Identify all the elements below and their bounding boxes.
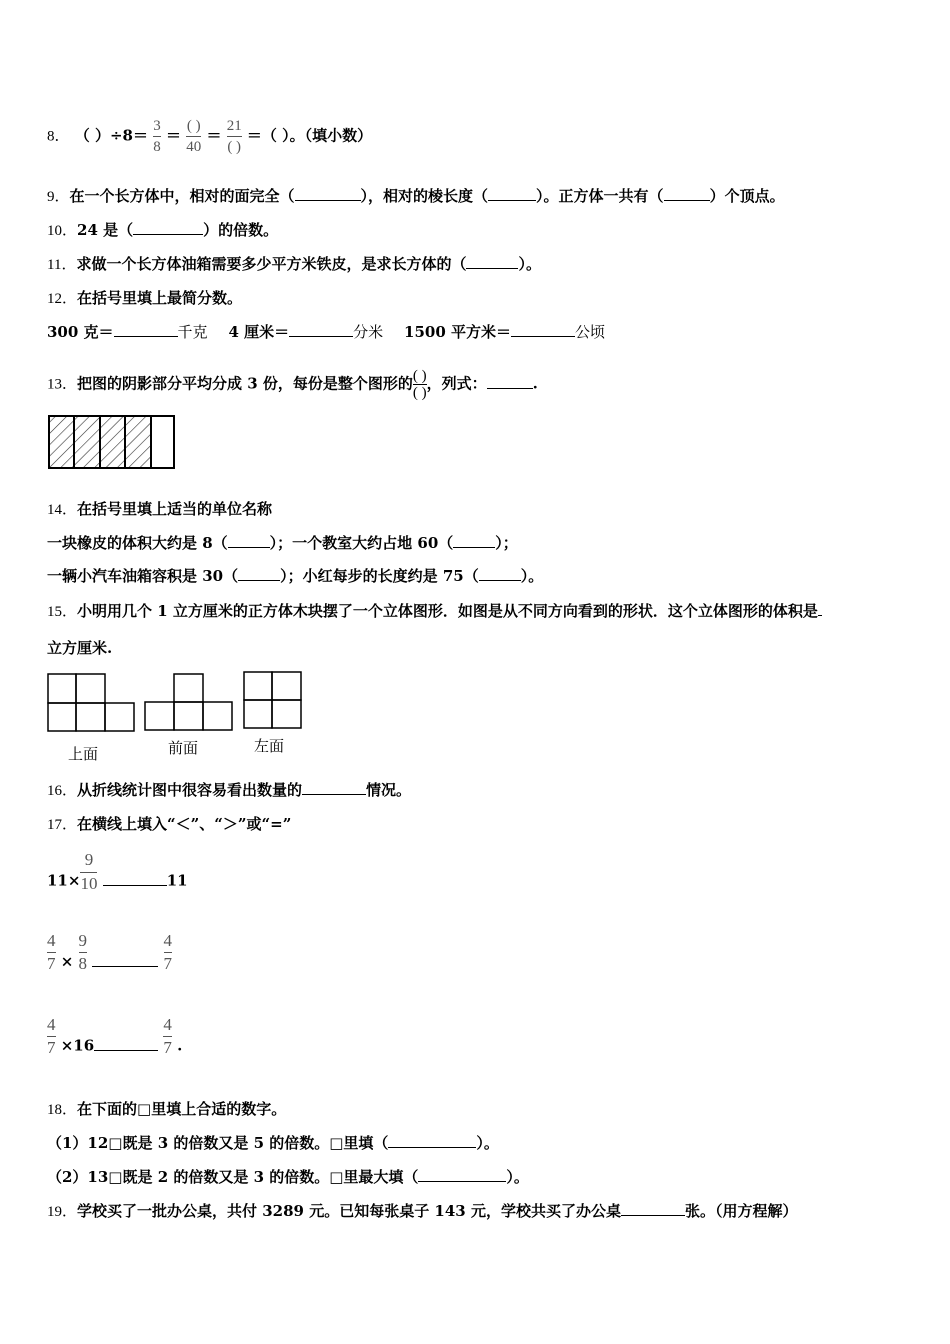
q8-part1: （ ）÷8＝: [74, 126, 148, 145]
question-19: 19．学校买了一批办公桌，共付 3289 元。已知每张桌子 143 元，学校共买了办公桌 张。（用方程解）: [47, 1202, 798, 1220]
three-views-figure: [46, 670, 306, 734]
answer-blank[interactable]: [133, 220, 203, 235]
question-12: 12．在括号里填上最简分数。: [47, 289, 243, 307]
question-14: 14．在括号里填上适当的单位名称: [47, 500, 273, 518]
fraction: $\frac{3}{8}$: [153, 118, 161, 155]
question-14-line2: 一辆小汽车油箱容积是 30（ ）；小红每步的长度约是 75（ ）。: [47, 567, 544, 585]
answer-blank[interactable]: [621, 1201, 685, 1216]
answer-blank[interactable]: [479, 566, 521, 581]
answer-blank[interactable]: [302, 780, 366, 795]
answer-blank[interactable]: [238, 566, 280, 581]
answer-blank[interactable]: [92, 952, 158, 967]
answer-blank[interactable]: [511, 322, 575, 337]
question-12-items: 300 克＝ 千克 4 厘米＝ 分米 1500 平方米＝ 公顷: [47, 323, 606, 341]
fraction: $\frac{( )}{( )}$: [412, 368, 427, 401]
answer-blank[interactable]: [664, 186, 710, 201]
question-18-line2: （2）13□既是 2 的倍数又是 3 的倍数。□里最大填（ ）。: [47, 1168, 529, 1186]
view-label-top: 上面: [68, 745, 99, 763]
question-17-row2: $\frac{4}{7}$ × $\frac{9}{8}$ $\frac{4}{7}$: [47, 931, 173, 973]
view-label-front: 前面: [168, 739, 199, 757]
fraction: $\frac{4}{7}$: [163, 1015, 172, 1057]
question-8: 8． （ ）÷8＝ $\frac{3}{8}$ ＝ $\frac{( )}{40}$ ＝ $\frac{21}{( )}$ ＝（ ）。（填小数）: [47, 118, 373, 155]
fraction: $\frac{21}{( )}$: [226, 118, 242, 155]
question-number: 8．: [47, 128, 70, 145]
question-11: 11．求做一个长方体油箱需要多少平方米铁皮，是求长方体的（ ）。: [47, 255, 541, 273]
answer-blank[interactable]: [295, 186, 361, 201]
question-17-row3: $\frac{4}{7}$ ×16 $\frac{4}{7}$ .: [47, 1015, 183, 1057]
answer-blank[interactable]: [94, 1036, 158, 1051]
question-18: 18．在下面的□里填上合适的数字。: [47, 1100, 287, 1118]
question-16: 16．从折线统计图中很容易看出数量的 情况。: [47, 781, 412, 799]
shaded-rectangle-figure: [47, 413, 177, 471]
question-13: 13．把图的阴影部分平均分成 3 份，每份是整个图形的 $\frac{( )}{( )}$ ，列式： .: [47, 368, 538, 401]
answer-blank[interactable]: [466, 254, 518, 269]
answer-blank[interactable]: [418, 1167, 506, 1182]
answer-blank[interactable]: [289, 322, 353, 337]
answer-blank[interactable]: [487, 374, 533, 389]
question-14-line1: 一块橡皮的体积大约是 8（ ）；一个教室大约占地 60（ ）；: [47, 534, 518, 552]
question-10: 10．24 是（ ）的倍数。: [47, 221, 279, 239]
fraction: $\frac{4}{7}$: [47, 931, 56, 973]
fraction: $\frac{( )}{40}$: [186, 118, 202, 155]
view-label-left: 左面: [254, 737, 285, 755]
answer-blank[interactable]: [103, 871, 167, 886]
question-15: 15．小明用几个 1 立方厘米的正方体木块摆了一个立体图形．如图是从不同方向看到的形状．这个立体图形的体积是: [47, 601, 822, 622]
question-17: 17．在横线上填入“＜”、“＞”或“=”: [47, 815, 292, 833]
question-17-row1: 11× $\frac{9}{10}$ 11: [47, 850, 188, 893]
fraction: $\frac{9}{8}$: [78, 931, 88, 973]
answer-blank[interactable]: [818, 601, 822, 616]
answer-blank[interactable]: [453, 533, 495, 548]
question-18-line1: （1）12□既是 3 的倍数又是 5 的倍数。□里填（ ）。: [47, 1134, 499, 1152]
answer-blank[interactable]: [114, 322, 178, 337]
fraction: $\frac{9}{10}$: [80, 850, 98, 893]
question-15-line2: 立方厘米.: [47, 639, 113, 657]
answer-blank[interactable]: [388, 1133, 476, 1148]
q8-tail: ＝（ ）。（填小数）: [246, 126, 373, 145]
answer-blank[interactable]: [228, 533, 270, 548]
question-9: 9．在一个长方体中，相对的面完全（ ），相对的棱长度（ ）。正方体一共有（ ）个顶点。: [47, 187, 785, 205]
fraction: $\frac{4}{7}$: [47, 1015, 56, 1057]
answer-blank[interactable]: [488, 186, 536, 201]
fraction: $\frac{4}{7}$: [163, 931, 173, 973]
